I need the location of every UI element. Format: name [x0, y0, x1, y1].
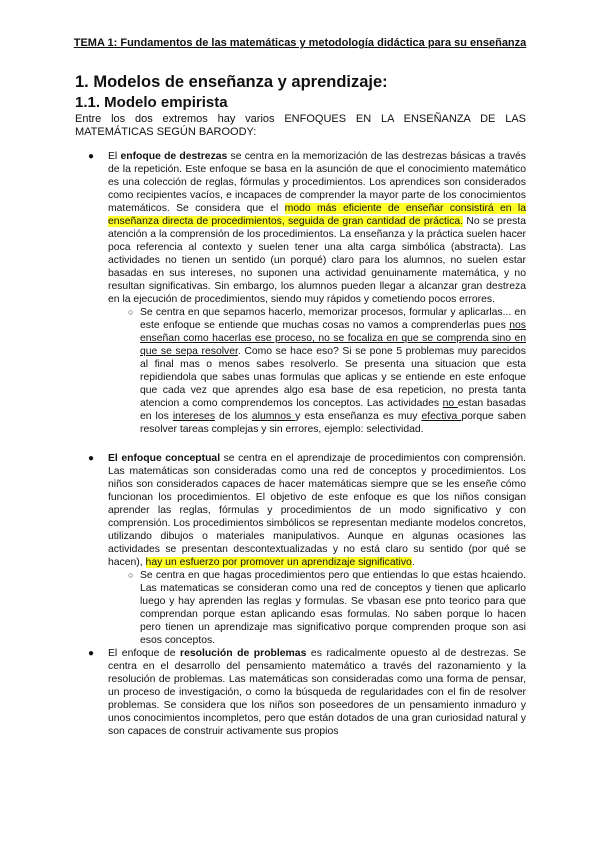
underlined-text: intereses	[172, 411, 216, 422]
list-item-conceptual-approach	[75, 452, 526, 647]
text-run: . Como se hace eso? Si se pone 5 problemas muy parecidos al final mas o menos sabes resolverlo. Se presenta una situacion que esta repidiendola que sabes unas formulas que aplicas y se entiende en este enfoque que cada vez que aprendes algo esa base de esa repeticion, no presta tanta atencion a como comprendemos los conceptos. Las actividades	[140, 346, 526, 409]
text-run: No se presta atención a la comprensión de los procedimientos. La enseñanza y la práctica suelen hacer poca referencia al contexto y suelen tener una alta carga simbólica (abstracta). Las actividades no tienen un sentido (un porqué) claro para los alumnos, no suelen estar basadas en sus intereses, no suponen una actividad genuinamente matemática, y no resultan significativas. Sin embargo, los alumnos pueden llegar a alcanzar gran destreza en la ejecución de procedimientos, siendo muy rápidos y cometiendo pocos errores.	[108, 216, 527, 305]
sub-list	[108, 306, 526, 436]
text-run: Se centra en que hagas procedimientos pero que entiendas lo que estas hcaiendo. Las matematicas se consideran como una red de conceptos y tienen que aplicarlo luego y hay aprenden las reglas y formulas. Se vbasan ese pnto teorico para que comprendan porque estan aplicando esas formulas. No saben porque lo hacen pero tienen un aprendizaje mas significativo porque comprenden proque son asi esos conceptos.	[140, 570, 526, 646]
intro-paragraph: Entre los dos extremos hay varios ENFOQUES EN LA ENSEÑANZA DE LAS MATEMÁTICAS SEGÚN BAROODY:	[75, 113, 526, 138]
sub-list	[108, 569, 526, 647]
text-run: es radicalmente opuesto al de destrezas. Se centra en el desarrollo del pensamiento matemático a través del razonamiento y la resolución de problemas. Las matemáticas son consideradas como una forma de pensar, un proceso de investigación, o como la búsqueda de regularidades con el fin de resolver problemas. Se considera que los niños son poseedores de un pensamiento inmaduro y unos conocimientos incompletos, pero que están dotados de una gran curiosidad natural y son capaces de construir activamente sus propios	[108, 648, 526, 737]
text-run: El enfoque de	[108, 648, 181, 659]
underlined-text: efectiva	[421, 411, 462, 422]
bold-term: enfoque de destrezas	[120, 151, 228, 162]
text-run: El	[108, 151, 121, 162]
highlighted-text: hay un esfuerzo por promover un aprendizaje significativo	[145, 557, 412, 568]
underlined-text: alumnos	[251, 411, 296, 422]
underlined-text: no	[442, 398, 458, 409]
text-run: estan basadas en los	[140, 398, 527, 422]
circle-bullet-icon: ○	[128, 307, 134, 317]
circle-bullet-icon: ○	[128, 570, 134, 580]
subsection-heading: 1.1. Modelo empirista	[75, 94, 228, 111]
underlined-text: nos enseñan como hacerlas ese proceso, no se focaliza en que se comprenda sino en que se sepa resolver	[140, 320, 526, 357]
text-run: se centra en el aprendizaje de procedimientos con comprensión. Las matemáticas son consideradas como una red de conceptos y procedimientos. Los niños son considerados capaces de hacer matemáticas siempre que se les enseñe cómo funcionan los procedimientos. El objetivo de este enfoque es que los niños consigan aprender las reglas, fórmulas y procedimientos de un modo significativo y con comprensión. Los procedimientos simbólicos se representan mediante modelos concretos, utilizando dibujos o materiales manipulativos. Aunque en algunas ocasiones las actividades se presentan descontextualizadas y no está claro su sentido (por qué se hacen),	[108, 453, 526, 568]
text-run: porque saben resolver tareas complejas y sin errores, ejemplo: selectividad.	[140, 411, 526, 435]
text-run: Se centra en que sepamos hacerlo, memorizar procesos, formular y aplicarlas... en este enfoque se entiende que muchas cosas no vamos a comprenderlas pues	[140, 307, 526, 331]
sub-list-item	[108, 306, 526, 436]
bold-term: resolución de problemas	[180, 648, 307, 659]
bullet-icon: ●	[88, 648, 95, 659]
text-run: y esta enseñanza es muy	[295, 411, 422, 422]
approaches-list	[75, 150, 526, 738]
bullet-icon: ●	[88, 453, 95, 464]
bold-term: El enfoque conceptual	[108, 453, 221, 464]
sub-list-item	[108, 569, 526, 647]
highlighted-text: modo más eficiente de enseñar consistirá en la enseñanza directa de procedimientos, seguida de gran cantidad de práctica.	[108, 203, 527, 227]
section-heading: 1. Modelos de enseñanza y aprendizaje:	[75, 73, 388, 91]
document-title-text: TEMA 1: Fundamentos de las matemáticas y metodología didáctica para su enseñanza	[73, 37, 527, 49]
list-item-problem-solving-approach	[75, 647, 526, 738]
list-item-skills-approach	[75, 150, 526, 436]
text-run: .	[411, 557, 415, 568]
text-run: se centra en la memorización de las destrezas básicas a través de la repetición. Este enfoque se basa en la asunción de que el conocimiento matemático es una colección de reglas, fórmulas y procedimientos. Los aprendices son considerados como recipientes vacíos, e incapaces de comprender la mayor parte de los conocimientos matemáticos. Se considera que el	[108, 151, 526, 214]
text-run: de los	[215, 411, 252, 422]
document-title	[60, 36, 540, 50]
bullet-icon: ●	[88, 151, 95, 162]
